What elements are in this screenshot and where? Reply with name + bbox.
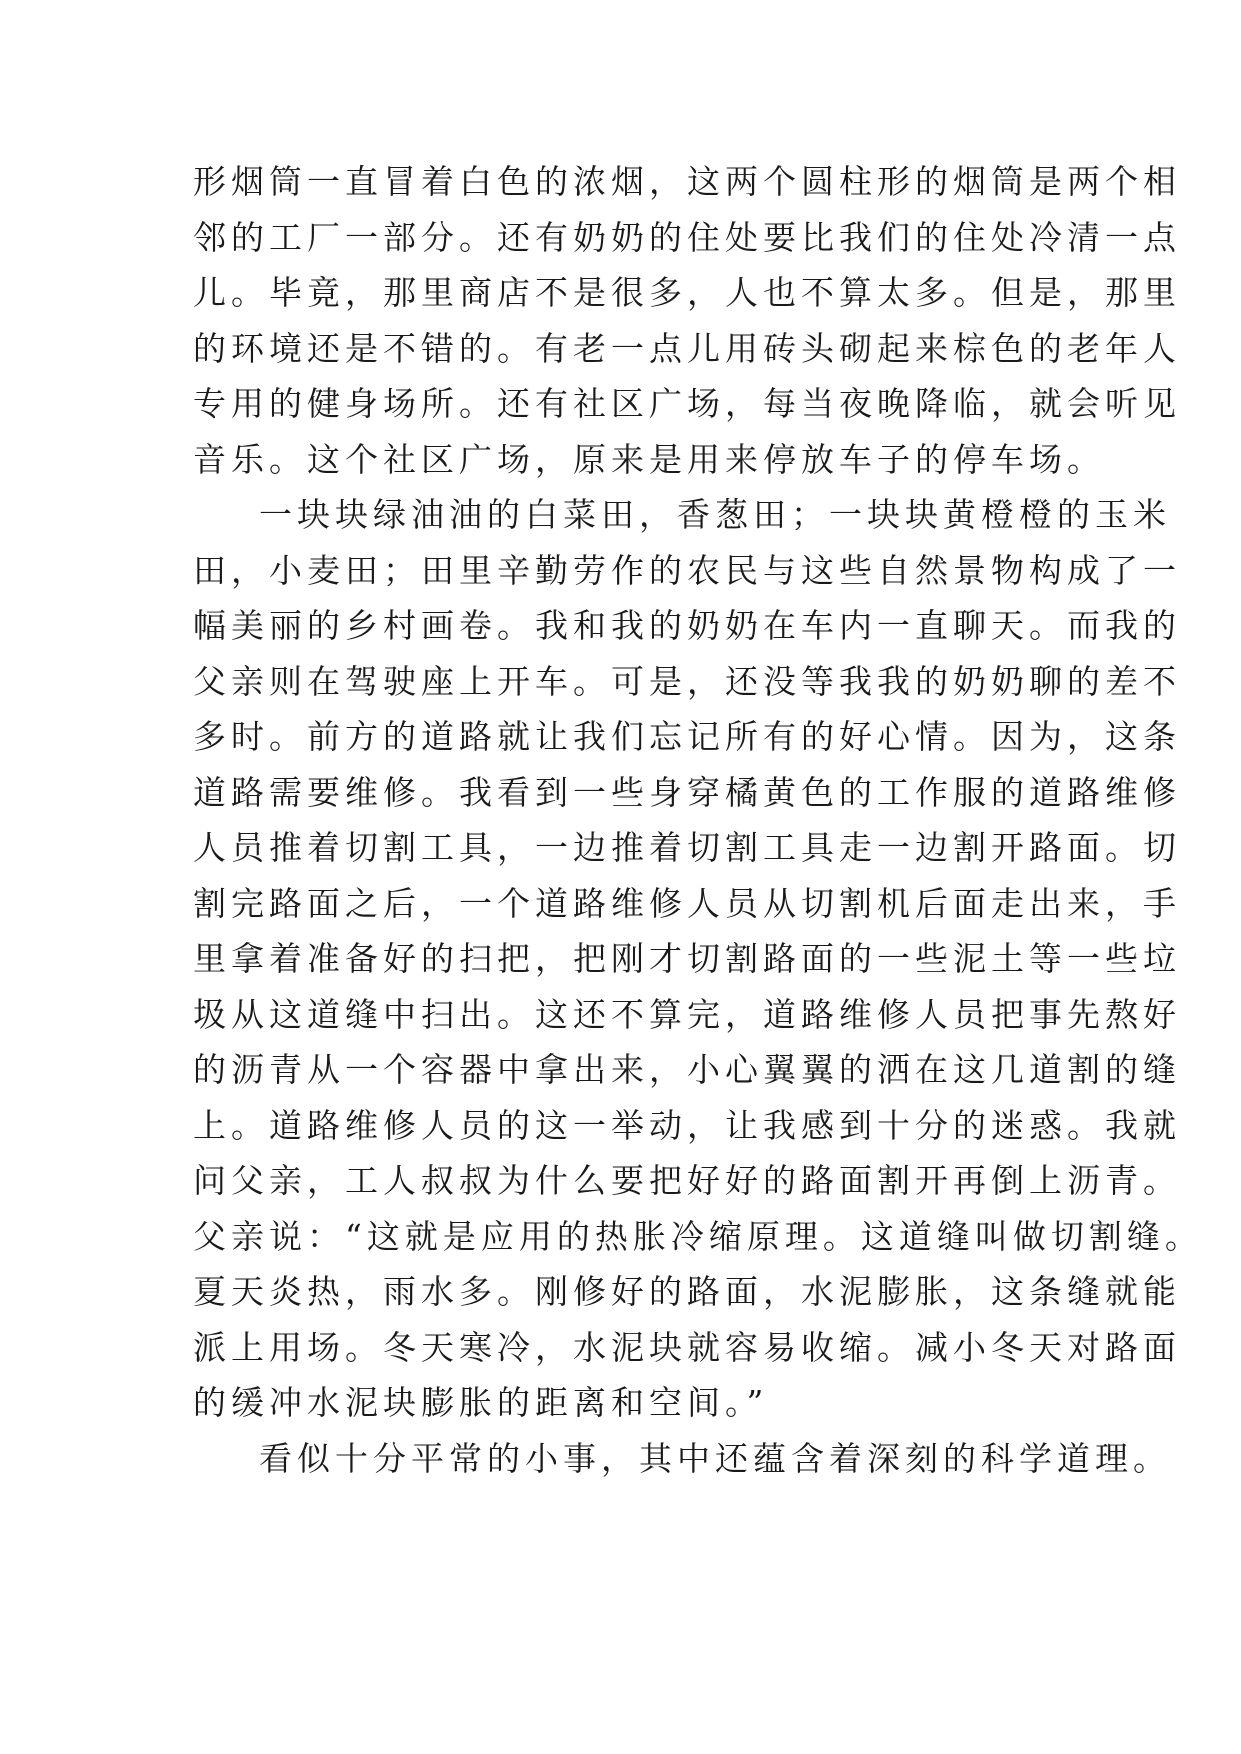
text-line: 割完路面之后，一个道路维修人员从切割机后面走出来，手 (193, 883, 1181, 923)
paragraph-start-line: 一块块绿油油的白菜田，香葱田；一块块黄橙橙的玉米 (259, 495, 1171, 534)
text-line: 人员推着切割工具，一边推着切割工具走一边割开路面。切 (193, 828, 1181, 867)
text-line: 上。道路维修人员的这一举动，让我感到十分的迷惑。我就 (193, 1105, 1181, 1145)
text-line: 邻的工厂一部分。还有奶奶的住处要比我们的住处冷清一点 (193, 217, 1181, 257)
text-line: 道路需要维修。我看到一些身穿橘黄色的工作服的道路维修 (193, 772, 1181, 812)
text-line: 父亲说：“这就是应用的热胀冷缩原理。这道缝叫做切割缝。 (193, 1216, 1203, 1256)
text-line: 里拿着准备好的扫把，把刚才切割路面的一些泥土等一些垃 (193, 939, 1181, 978)
text-line: 音乐。这个社区广场，原来是用来停放车子的停车场。 (193, 439, 1105, 479)
text-line: 多时。前方的道路就让我们忘记所有的好心情。因为，这条 (193, 717, 1181, 756)
text-line: 派上用场。冬天寒冷，水泥块就容易收缩。减小冬天对路面 (193, 1327, 1181, 1367)
text-line: 儿。毕竟，那里商店不是很多，人也不算太多。但是，那里 (193, 273, 1181, 312)
text-line: 形烟筒一直冒着白色的浓烟，这两个圆柱形的烟筒是两个相 (193, 162, 1181, 201)
text-line: 的沥青从一个容器中拿出来，小心翼翼的洒在这几道割的缝 (193, 1050, 1181, 1089)
text-line: 的缓冲水泥块膨胀的距离和空间。” (193, 1383, 769, 1422)
text-line: 幅美丽的乡村画卷。我和我的奶奶在车内一直聊天。而我的 (193, 606, 1181, 645)
body-text (193, 154, 1203, 1486)
text-line: 专用的健身场所。还有社区广场，每当夜晚降临，就会听见 (193, 384, 1181, 423)
text-line: 夏天炎热，雨水多。刚修好的路面，水泥膨胀，这条缝就能 (193, 1272, 1181, 1311)
text-line: 圾从这道缝中扫出。这还不算完，道路维修人员把事先熬好 (193, 994, 1181, 1034)
text-line: 父亲则在驾驶座上开车。可是，还没等我我的奶奶聊的差不 (193, 661, 1181, 701)
text-line: 问父亲，工人叔叔为什么要把好好的路面割开再倒上沥青。 (193, 1161, 1181, 1200)
text-line: 的环境还是不错的。有老一点儿用砖头砌起来棕色的老年人 (193, 328, 1181, 368)
text-line: 田，小麦田；田里辛勤劳作的农民与这些自然景物构成了一 (193, 550, 1181, 590)
paragraph-start-line: 看似十分平常的小事，其中还蕴含着深刻的科学道理。 (259, 1438, 1171, 1478)
